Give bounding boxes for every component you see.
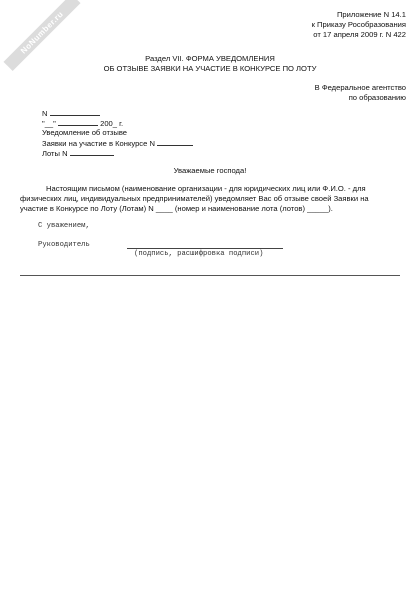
date-year: 200_ г. <box>100 119 124 128</box>
signature-line <box>127 248 283 249</box>
bottom-rule <box>20 275 400 276</box>
section-title: Раздел VII. ФОРМА УВЕДОМЛЕНИЯ <box>145 54 275 63</box>
application-label: Заявки на участие в Конкурсе N <box>42 139 155 148</box>
number-field <box>42 108 100 119</box>
lots-number-blank <box>70 148 114 156</box>
salutation: Уважаемые господа! <box>173 166 247 175</box>
order-date-line: от 17 апреля 2009 г. N 422 <box>313 30 406 39</box>
form-title: ОБ ОТЗЫВЕ ЗАЯВКИ НА УЧАСТИЕ В КОНКУРСЕ ПО ЛОТУ <box>103 64 317 73</box>
regards: С уважением, <box>38 222 90 230</box>
body-line-1: Настоящим письмом (наименование организации - для юридических лиц или Ф.И.О. - для <box>46 184 366 193</box>
number-label: N <box>42 109 48 118</box>
date-field <box>42 118 123 129</box>
recipient-line-2: по образованию <box>348 93 406 102</box>
order-line: к Приказу Рособразования <box>311 20 406 29</box>
application-field <box>42 138 193 149</box>
application-number-blank <box>157 138 193 146</box>
appendix-line: Приложение N 14.1 <box>336 10 406 19</box>
body-line-3: участие в Конкурсе по Лоту (Лотам) N ____ (номер и наименование лота (лотов) _____). <box>20 204 333 213</box>
notice-label: Уведомление об отзыве <box>42 128 128 137</box>
recipient-line-1: В Федеральное агентство <box>314 83 406 92</box>
signature-hint: (подпись, расшифровка подписи) <box>134 250 264 258</box>
date-month-blank <box>58 118 98 126</box>
watermark: NoNumber.ru <box>3 0 80 71</box>
lots-label: Лоты N <box>42 149 68 158</box>
number-blank <box>50 108 100 116</box>
date-day: "__" <box>42 119 56 128</box>
head-label: Руководитель <box>38 241 90 249</box>
body-line-2: физических лиц, индивидуальных предпринимателей) уведомляет Вас об отзыве своей Заявки на <box>20 194 369 203</box>
lots-field <box>42 148 114 159</box>
